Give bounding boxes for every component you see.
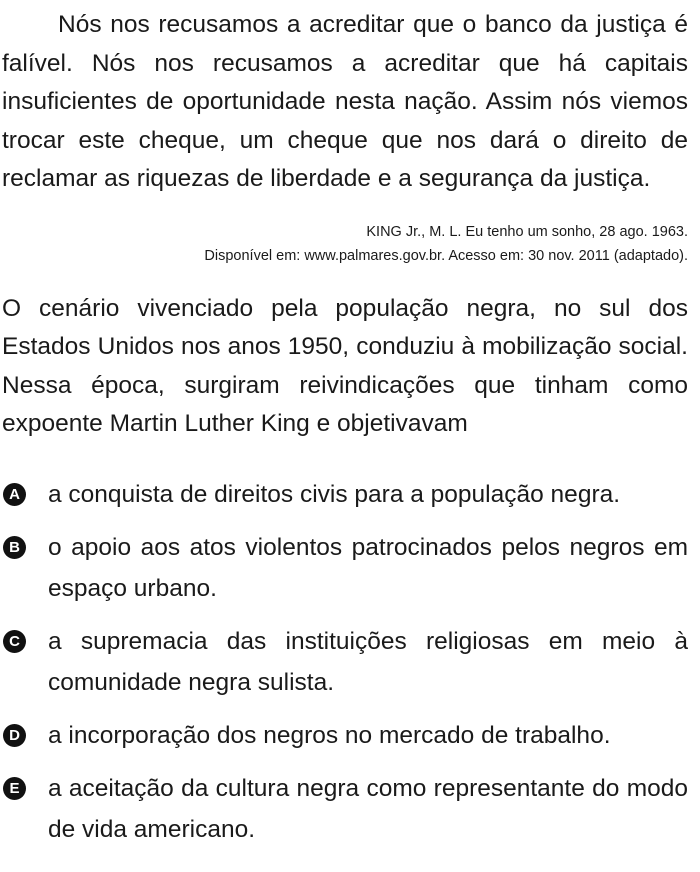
- option-e[interactable]: [2, 768, 688, 850]
- option-d[interactable]: [2, 715, 688, 756]
- citation-line-2: Disponível em: www.palmares.gov.br. Acesso em: 30 nov. 2011 (adaptado).: [204, 247, 688, 264]
- option-c-text: a supremacia das instituições religiosas em meio à comunidade negra sulista.: [48, 627, 688, 696]
- option-e-letter-badge: E: [3, 777, 26, 800]
- option-a-text: a conquista de direitos civis para a população negra.: [48, 480, 621, 508]
- option-d-text: a incorporação dos negros no mercado de trabalho.: [48, 721, 611, 749]
- option-a-letter-badge: A: [3, 483, 26, 506]
- option-c-letter-badge: C: [3, 630, 26, 653]
- option-c[interactable]: [2, 621, 688, 703]
- option-d-letter-badge: D: [3, 724, 26, 747]
- option-b[interactable]: [2, 527, 688, 609]
- option-a[interactable]: [2, 474, 688, 515]
- question-stem: O cenário vivenciado pela população negra, no sul dos Estados Unidos nos anos 1950, conduziu à mobilização social. Nessa época, surgiram reivindicações que tinham como expoente Martin Luther King e objetivavam: [2, 294, 688, 437]
- quote-passage: Nós nos recusamos a acreditar que o banco da justiça é falível. Nós nos recusamos a acreditar que há capitais insuficientes de oportunidade nesta nação. Assim nós viemos trocar este cheque, um cheque que nos dará o direito de reclamar as riquezas de liberdade e a segurança da justiça.: [2, 11, 688, 192]
- option-e-text: a aceitação da cultura negra como representante do modo de vida americano.: [48, 774, 688, 843]
- citation: [2, 220, 688, 268]
- answer-options: [2, 474, 688, 850]
- citation-line-1: KING Jr., M. L. Eu tenho um sonho, 28 ago. 1963.: [366, 223, 688, 240]
- option-b-text: o apoio aos atos violentos patrocinados pelos negros em espaço urbano.: [48, 533, 688, 602]
- option-b-letter-badge: B: [3, 536, 26, 559]
